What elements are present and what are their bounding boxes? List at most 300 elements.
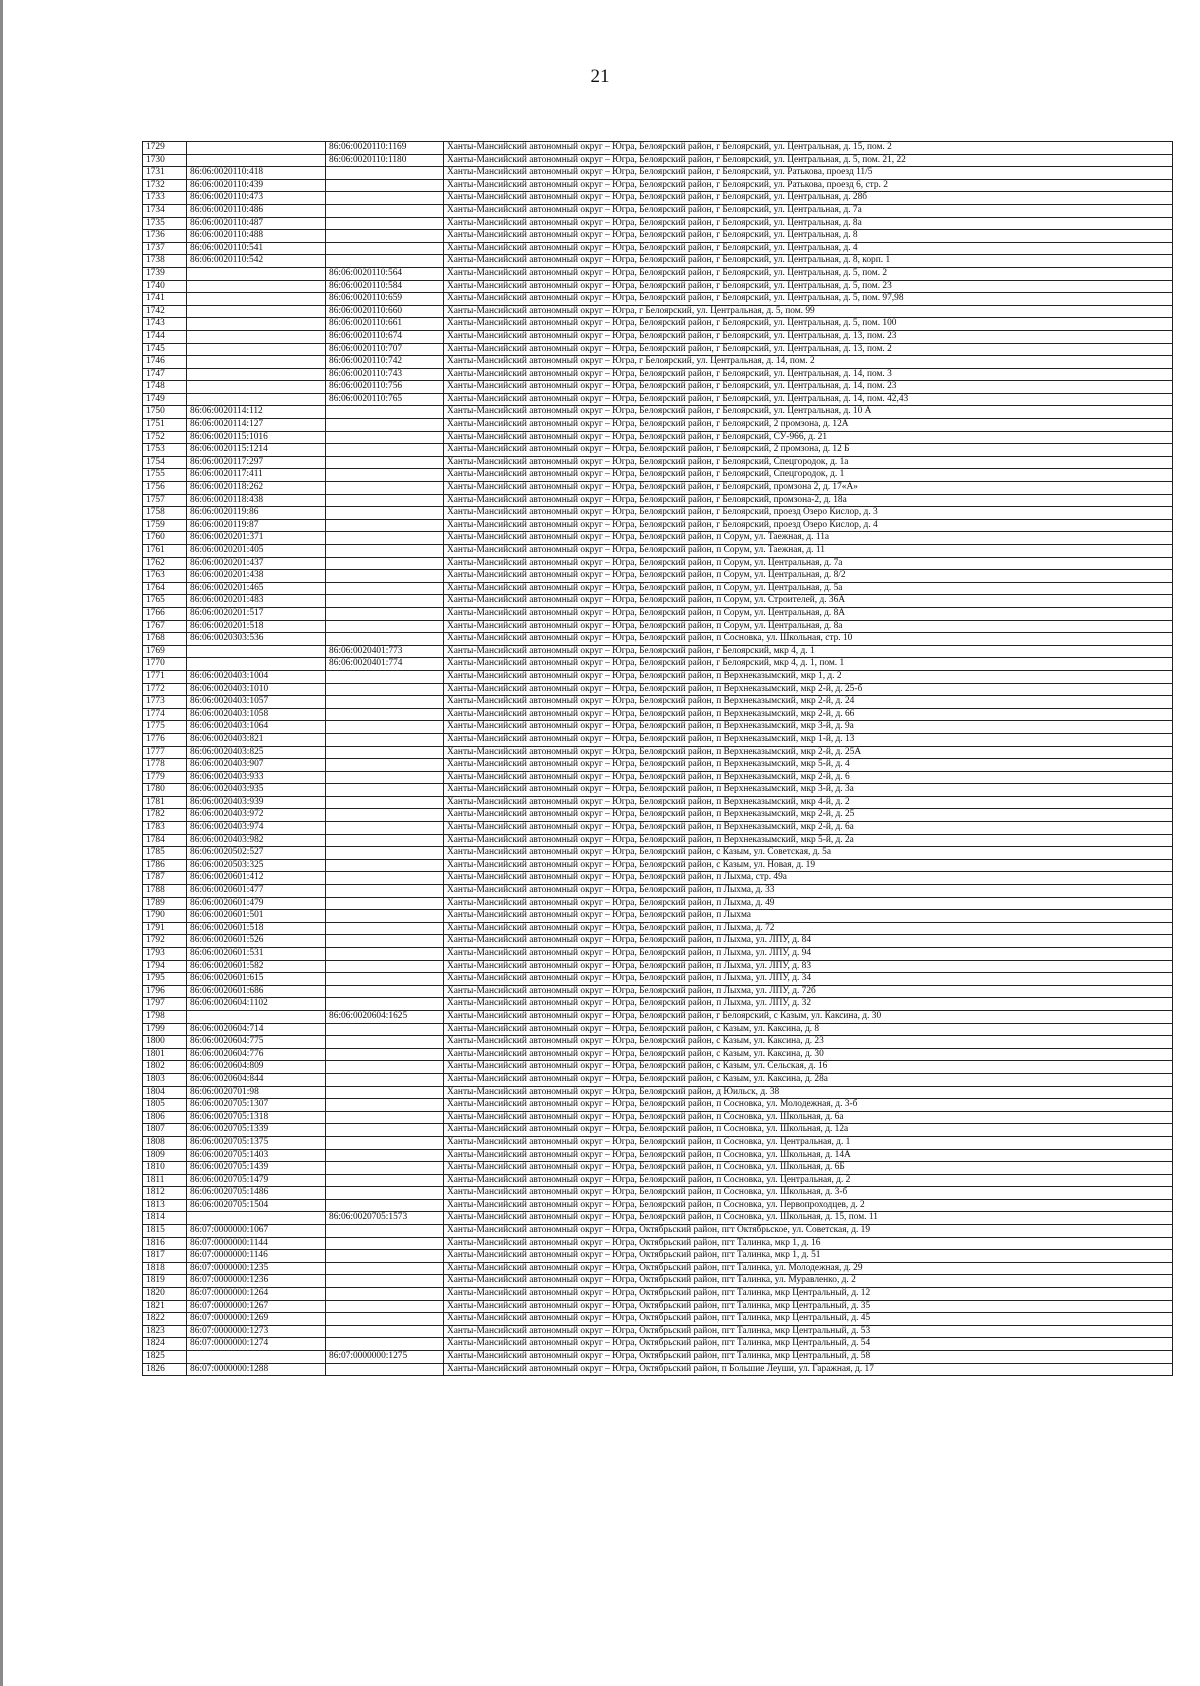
address: Ханты-Мансийский автономный округ – Югра, Белоярский район, п Лыхма, ул. ЛПУ, д. 32 — [444, 998, 1173, 1011]
cadastral-number-land: 86:07:0000000:1236 — [187, 1275, 326, 1288]
row-number: 1774 — [143, 708, 187, 721]
cadastral-number-land: 86:06:0020601:501 — [187, 910, 326, 923]
cadastral-number-premises — [326, 1149, 444, 1162]
cadastral-number-premises — [326, 1048, 444, 1061]
address: Ханты-Мансийский автономный округ – Югра, Октябрьский район, пгт Талинка, ул. Молодежная, д. 29 — [444, 1262, 1173, 1275]
cadastral-number-premises: 86:06:0020401:774 — [326, 658, 444, 671]
address: Ханты-Мансийский автономный округ – Югра, Белоярский район, г Белоярский, СУ-966, д. 21 — [444, 431, 1173, 444]
cadastral-number-premises — [326, 1187, 444, 1200]
address: Ханты-Мансийский автономный округ – Югра, Белоярский район, п Сорум, ул. Строителей, д. 36А — [444, 595, 1173, 608]
table-row — [143, 318, 1173, 331]
cadastral-number-land — [187, 293, 326, 306]
cadastral-number-land: 86:06:0020403:821 — [187, 733, 326, 746]
row-number: 1786 — [143, 859, 187, 872]
cadastral-number-premises — [326, 960, 444, 973]
cadastral-number-premises — [326, 1199, 444, 1212]
cadastral-number-premises: 86:06:0020110:564 — [326, 267, 444, 280]
table-row — [143, 1262, 1173, 1275]
row-number: 1771 — [143, 670, 187, 683]
cadastral-number-premises — [326, 985, 444, 998]
table-row — [143, 293, 1173, 306]
cadastral-number-premises: 86:06:0020110:674 — [326, 330, 444, 343]
address: Ханты-Мансийский автономный округ – Югра, Белоярский район, п Сосновка, ул. Школьная, д. 3-б — [444, 1187, 1173, 1200]
cadastral-number-land: 86:06:0020403:935 — [187, 784, 326, 797]
cadastral-number-premises — [326, 230, 444, 243]
row-number: 1807 — [143, 1124, 187, 1137]
table-row — [143, 280, 1173, 293]
row-number: 1822 — [143, 1313, 187, 1326]
cadastral-number-land: 86:06:0020403:972 — [187, 809, 326, 822]
cadastral-number-premises — [326, 255, 444, 268]
address: Ханты-Мансийский автономный округ – Югра, Белоярский район, п Сорум, ул. Центральная, д. 8А — [444, 607, 1173, 620]
register-table-body — [143, 142, 1173, 1376]
address: Ханты-Мансийский автономный округ – Югра, Белоярский район, п Сорум, ул. Центральная, д. 7а — [444, 557, 1173, 570]
cadastral-number-premises — [326, 1136, 444, 1149]
table-row — [143, 330, 1173, 343]
table-row — [143, 1325, 1173, 1338]
row-number: 1748 — [143, 381, 187, 394]
cadastral-number-premises — [326, 1288, 444, 1301]
table-row — [143, 1149, 1173, 1162]
cadastral-number-premises — [326, 557, 444, 570]
table-row — [143, 771, 1173, 784]
table-row — [143, 607, 1173, 620]
table-row — [143, 204, 1173, 217]
cadastral-number-premises: 86:06:0020110:765 — [326, 393, 444, 406]
cadastral-number-premises: 86:06:0020110:659 — [326, 293, 444, 306]
cadastral-number-land — [187, 356, 326, 369]
address: Ханты-Мансийский автономный округ – Югра, Белоярский район, п Сосновка, ул. Школьная, д. 12а — [444, 1124, 1173, 1137]
row-number: 1743 — [143, 318, 187, 331]
address: Ханты-Мансийский автономный округ – Югра, Белоярский район, п Лыхма, д. 72 — [444, 922, 1173, 935]
table-row — [143, 217, 1173, 230]
cadastral-number-land: 86:06:0020604:775 — [187, 1036, 326, 1049]
table-row — [143, 532, 1173, 545]
cadastral-number-premises — [326, 1313, 444, 1326]
table-row — [143, 444, 1173, 457]
cadastral-number-premises — [326, 721, 444, 734]
cadastral-number-land: 86:06:0020604:1102 — [187, 998, 326, 1011]
row-number: 1754 — [143, 456, 187, 469]
table-row — [143, 1010, 1173, 1023]
address: Ханты-Мансийский автономный округ – Югра, Белоярский район, п Верхнеказымский, мкр 2-й, д. 6а — [444, 822, 1173, 835]
address: Ханты-Мансийский автономный округ – Югра, Октябрьский район, пгт Талинка, мкр 1, д. 51 — [444, 1250, 1173, 1263]
row-number: 1813 — [143, 1199, 187, 1212]
address: Ханты-Мансийский автономный округ – Югра, Октябрьский район, пгт Талинка, мкр Центральный, д. 35 — [444, 1300, 1173, 1313]
table-row — [143, 1187, 1173, 1200]
cadastral-number-premises — [326, 746, 444, 759]
table-row — [143, 809, 1173, 822]
table-row — [143, 192, 1173, 205]
table-row — [143, 872, 1173, 885]
cadastral-number-premises — [326, 1325, 444, 1338]
address: Ханты-Мансийский автономный округ – Югра, Белоярский район, п Верхнеказымский, мкр 3-й, д. 9а — [444, 721, 1173, 734]
row-number: 1737 — [143, 242, 187, 255]
row-number: 1775 — [143, 721, 187, 734]
table-row — [143, 1073, 1173, 1086]
cadastral-number-premises — [326, 192, 444, 205]
address: Ханты-Мансийский автономный округ – Югра, Октябрьский район, пгт Талинка, мкр Центральный, д. 54 — [444, 1338, 1173, 1351]
cadastral-number-land: 86:07:0000000:1264 — [187, 1288, 326, 1301]
table-row — [143, 545, 1173, 558]
table-row — [143, 733, 1173, 746]
table-row — [143, 822, 1173, 835]
cadastral-number-land: 86:07:0000000:1067 — [187, 1225, 326, 1238]
cadastral-number-land: 86:06:0020705:1339 — [187, 1124, 326, 1137]
table-row — [143, 1288, 1173, 1301]
cadastral-number-premises — [326, 456, 444, 469]
address: Ханты-Мансийский автономный округ – Югра, Октябрьский район, пгт Октябрьское, ул. Советская, д. 19 — [444, 1225, 1173, 1238]
row-number: 1780 — [143, 784, 187, 797]
cadastral-number-land: 86:06:0020201:517 — [187, 607, 326, 620]
cadastral-number-premises — [326, 670, 444, 683]
row-number: 1812 — [143, 1187, 187, 1200]
cadastral-number-land: 86:06:0020119:87 — [187, 519, 326, 532]
table-row — [143, 1162, 1173, 1175]
row-number: 1781 — [143, 796, 187, 809]
cadastral-number-land: 86:06:0020601:479 — [187, 897, 326, 910]
address: Ханты-Мансийский автономный округ – Югра, Белоярский район, п Верхнеказымский, мкр 5-й, д. 2а — [444, 834, 1173, 847]
table-row — [143, 922, 1173, 935]
table-row — [143, 885, 1173, 898]
row-number: 1762 — [143, 557, 187, 570]
table-row — [143, 595, 1173, 608]
cadastral-number-premises — [326, 167, 444, 180]
row-number: 1795 — [143, 973, 187, 986]
cadastral-number-land: 86:06:0020601:615 — [187, 973, 326, 986]
cadastral-number-premises — [326, 532, 444, 545]
address: Ханты-Мансийский автономный округ – Югра, Белоярский район, г Белоярский, проезд Озеро Кислор, д. 3 — [444, 507, 1173, 520]
table-row — [143, 431, 1173, 444]
cadastral-number-land: 86:06:0020705:1486 — [187, 1187, 326, 1200]
scan-edge — [0, 0, 3, 1686]
row-number: 1768 — [143, 633, 187, 646]
address: Ханты-Мансийский автономный округ – Югра, Белоярский район, с Казым, ул. Новая, д. 19 — [444, 859, 1173, 872]
cadastral-number-land — [187, 368, 326, 381]
cadastral-number-premises — [326, 1225, 444, 1238]
address: Ханты-Мансийский автономный округ – Югра, Белоярский район, п Лыхма, ул. ЛПУ, д. 34 — [444, 973, 1173, 986]
cadastral-number-land — [187, 142, 326, 155]
cadastral-number-land: 86:06:0020110:541 — [187, 242, 326, 255]
table-row — [143, 859, 1173, 872]
row-number: 1734 — [143, 204, 187, 217]
address: Ханты-Мансийский автономный округ – Югра, Белоярский район, п Сосновка, ул. Центральная, д. 2 — [444, 1174, 1173, 1187]
cadastral-number-land: 86:06:0020110:487 — [187, 217, 326, 230]
row-number: 1740 — [143, 280, 187, 293]
table-row — [143, 1023, 1173, 1036]
cadastral-number-land: 86:06:0020115:1016 — [187, 431, 326, 444]
cadastral-number-premises — [326, 1061, 444, 1074]
cadastral-number-land: 86:06:0020110:542 — [187, 255, 326, 268]
address: Ханты-Мансийский автономный округ – Югра, Белоярский район, г Белоярский, ул. Центральная, д. 14, пом. 42,43 — [444, 393, 1173, 406]
row-number: 1808 — [143, 1136, 187, 1149]
row-number: 1732 — [143, 179, 187, 192]
address: Ханты-Мансийский автономный округ – Югра, Белоярский район, п Сосновка, ул. Школьная, стр. 10 — [444, 633, 1173, 646]
address: Ханты-Мансийский автономный округ – Югра, Белоярский район, п Сосновка, ул. Школьная, д. 6а — [444, 1111, 1173, 1124]
cadastral-number-premises — [326, 1111, 444, 1124]
cadastral-number-land: 86:06:0020403:1057 — [187, 696, 326, 709]
cadastral-number-premises — [326, 1300, 444, 1313]
table-row — [143, 746, 1173, 759]
cadastral-number-premises — [326, 1338, 444, 1351]
table-row — [143, 784, 1173, 797]
address: Ханты-Мансийский автономный округ – Югра, Белоярский район, п Сорум, ул. Центральная, д. 8/2 — [444, 570, 1173, 583]
row-number: 1785 — [143, 847, 187, 860]
cadastral-number-land — [187, 1010, 326, 1023]
row-number: 1783 — [143, 822, 187, 835]
table-row — [143, 1212, 1173, 1225]
cadastral-number-premises — [326, 822, 444, 835]
address: Ханты-Мансийский автономный округ – Югра, Белоярский район, г Белоярский, ул. Центральная, д. 14, пом. 3 — [444, 368, 1173, 381]
address: Ханты-Мансийский автономный округ – Югра, Белоярский район, п Сорум, ул. Центральная, д. 5а — [444, 582, 1173, 595]
cadastral-number-land — [187, 343, 326, 356]
cadastral-number-premises: 86:06:0020110:1169 — [326, 142, 444, 155]
cadastral-number-land: 86:06:0020118:262 — [187, 482, 326, 495]
address: Ханты-Мансийский автономный округ – Югра, Белоярский район, г Белоярский, ул. Центральная, д. 5, пом. 97,98 — [444, 293, 1173, 306]
cadastral-number-premises — [326, 482, 444, 495]
table-row — [143, 1250, 1173, 1263]
address: Ханты-Мансийский автономный округ – Югра, Белоярский район, г Белоярский, ул. Центральная, д. 5, пом. 23 — [444, 280, 1173, 293]
table-row — [143, 1048, 1173, 1061]
address: Ханты-Мансийский автономный округ – Югра, Октябрьский район, пгт Талинка, мкр Центральный, д. 12 — [444, 1288, 1173, 1301]
cadastral-number-land: 86:06:0020705:1403 — [187, 1149, 326, 1162]
address: Ханты-Мансийский автономный округ – Югра, Белоярский район, г Белоярский, ул. Центральная, д. 13, пом. 23 — [444, 330, 1173, 343]
address: Ханты-Мансийский автономный округ – Югра, Белоярский район, г Белоярский, с Казым, ул. Каксина, д. 30 — [444, 1010, 1173, 1023]
cadastral-number-premises — [326, 1174, 444, 1187]
cadastral-number-premises — [326, 1363, 444, 1376]
cadastral-number-land: 86:06:0020403:939 — [187, 796, 326, 809]
table-row — [143, 1199, 1173, 1212]
table-row — [143, 368, 1173, 381]
table-row — [143, 1351, 1173, 1364]
table-row — [143, 557, 1173, 570]
table-row — [143, 973, 1173, 986]
address: Ханты-Мансийский автономный округ – Югра, Белоярский район, г Белоярский, ул. Ратькова, проезд 6, стр. 2 — [444, 179, 1173, 192]
cadastral-number-land — [187, 393, 326, 406]
table-row — [143, 910, 1173, 923]
row-number: 1815 — [143, 1225, 187, 1238]
address: Ханты-Мансийский автономный округ – Югра, Белоярский район, п Сорум, ул. Центральная, д. 8а — [444, 620, 1173, 633]
address: Ханты-Мансийский автономный округ – Югра, Белоярский район, г Белоярский, ул. Центральная, д. 15, пом. 2 — [444, 142, 1173, 155]
cadastral-number-premises — [326, 1099, 444, 1112]
table-row — [143, 1061, 1173, 1074]
row-number: 1805 — [143, 1099, 187, 1112]
cadastral-number-land: 86:06:0020303:536 — [187, 633, 326, 646]
row-number: 1736 — [143, 230, 187, 243]
table-row — [143, 1237, 1173, 1250]
cadastral-number-premises — [326, 1250, 444, 1263]
table-row — [143, 570, 1173, 583]
row-number: 1742 — [143, 305, 187, 318]
row-number: 1792 — [143, 935, 187, 948]
row-number: 1770 — [143, 658, 187, 671]
address: Ханты-Мансийский автономный округ – Югра, Белоярский район, г Белоярский, ул. Центральная, д. 5, пом. 100 — [444, 318, 1173, 331]
table-row — [143, 721, 1173, 734]
cadastral-number-premises — [326, 1162, 444, 1175]
register-table — [142, 141, 1173, 1376]
address: Ханты-Мансийский автономный округ – Югра, Белоярский район, п Лыхма, стр. 49а — [444, 872, 1173, 885]
address: Ханты-Мансийский автономный округ – Югра, Белоярский район, с Казым, ул. Сельская, д. 16 — [444, 1061, 1173, 1074]
row-number: 1821 — [143, 1300, 187, 1313]
address: Ханты-Мансийский автономный округ – Югра, Белоярский район, г Белоярский, ул. Центральная, д. 28б — [444, 192, 1173, 205]
cadastral-number-land: 86:06:0020705:1439 — [187, 1162, 326, 1175]
cadastral-number-premises — [326, 872, 444, 885]
cadastral-number-land: 86:06:0020705:1375 — [187, 1136, 326, 1149]
address: Ханты-Мансийский автономный округ – Югра, Октябрьский район, пгт Талинка, мкр Центральный, д. 53 — [444, 1325, 1173, 1338]
cadastral-number-land — [187, 1212, 326, 1225]
cadastral-number-premises — [326, 633, 444, 646]
cadastral-number-premises — [326, 1237, 444, 1250]
table-row — [143, 242, 1173, 255]
cadastral-number-premises — [326, 406, 444, 419]
address: Ханты-Мансийский автономный округ – Югра, Белоярский район, г Белоярский, проезд Озеро Кислор, д. 4 — [444, 519, 1173, 532]
cadastral-number-premises — [326, 759, 444, 772]
address: Ханты-Мансийский автономный округ – Югра, Белоярский район, г Белоярский, ул. Центральная, д. 10 А — [444, 406, 1173, 419]
row-number: 1745 — [143, 343, 187, 356]
cadastral-number-premises: 86:06:0020110:707 — [326, 343, 444, 356]
table-row — [143, 658, 1173, 671]
cadastral-number-premises — [326, 922, 444, 935]
table-row — [143, 985, 1173, 998]
cadastral-number-premises — [326, 796, 444, 809]
address: Ханты-Мансийский автономный округ – Югра, г Белоярский, ул. Центральная, д. 14, пом. 2 — [444, 356, 1173, 369]
address: Ханты-Мансийский автономный округ – Югра, Белоярский район, п Верхнеказымский, мкр 3-й, д. 3а — [444, 784, 1173, 797]
cadastral-number-land: 86:06:0020403:907 — [187, 759, 326, 772]
row-number: 1778 — [143, 759, 187, 772]
address: Ханты-Мансийский автономный округ – Югра, Белоярский район, п Верхнеказымский, мкр 5-й, д. 4 — [444, 759, 1173, 772]
cadastral-number-land: 86:06:0020604:776 — [187, 1048, 326, 1061]
table-row — [143, 998, 1173, 1011]
row-number: 1790 — [143, 910, 187, 923]
table-row — [143, 645, 1173, 658]
cadastral-number-land: 86:06:0020403:933 — [187, 771, 326, 784]
row-number: 1752 — [143, 431, 187, 444]
cadastral-number-land: 86:06:0020601:526 — [187, 935, 326, 948]
table-row — [143, 482, 1173, 495]
row-number: 1817 — [143, 1250, 187, 1263]
cadastral-number-premises — [326, 519, 444, 532]
table-row — [143, 1124, 1173, 1137]
table-row — [143, 796, 1173, 809]
cadastral-number-premises: 86:07:0000000:1275 — [326, 1351, 444, 1364]
address: Ханты-Мансийский автономный округ – Югра, Белоярский район, п Сосновка, ул. Школьная, д. 6Б — [444, 1162, 1173, 1175]
table-row — [143, 406, 1173, 419]
cadastral-number-land: 86:06:0020604:809 — [187, 1061, 326, 1074]
cadastral-number-land: 86:06:0020705:1479 — [187, 1174, 326, 1187]
address: Ханты-Мансийский автономный округ – Югра, Белоярский район, г Белоярский, Спецгородок, д. 1 — [444, 469, 1173, 482]
table-row — [143, 696, 1173, 709]
row-number: 1776 — [143, 733, 187, 746]
table-row — [143, 935, 1173, 948]
cadastral-number-land: 86:06:0020114:127 — [187, 419, 326, 432]
table-row — [143, 230, 1173, 243]
address: Ханты-Мансийский автономный округ – Югра, Белоярский район, г Белоярский, ул. Центральная, д. 8, корп. 1 — [444, 255, 1173, 268]
cadastral-number-premises — [326, 935, 444, 948]
table-row — [143, 381, 1173, 394]
cadastral-number-land: 86:06:0020601:531 — [187, 948, 326, 961]
cadastral-number-land — [187, 645, 326, 658]
table-row — [143, 834, 1173, 847]
cadastral-number-land: 86:06:0020601:686 — [187, 985, 326, 998]
row-number: 1760 — [143, 532, 187, 545]
row-number: 1739 — [143, 267, 187, 280]
row-number: 1749 — [143, 393, 187, 406]
table-row — [143, 759, 1173, 772]
cadastral-number-land: 86:06:0020403:1004 — [187, 670, 326, 683]
address: Ханты-Мансийский автономный округ – Югра, Белоярский район, г Белоярский, ул. Центральная, д. 4 — [444, 242, 1173, 255]
row-number: 1789 — [143, 897, 187, 910]
cadastral-number-premises — [326, 733, 444, 746]
cadastral-number-premises — [326, 431, 444, 444]
address: Ханты-Мансийский автономный округ – Югра, Белоярский район, г Белоярский, промзона-2, д. 18а — [444, 494, 1173, 507]
row-number: 1761 — [143, 545, 187, 558]
cadastral-number-land: 86:06:0020110:418 — [187, 167, 326, 180]
address: Ханты-Мансийский автономный округ – Югра, Белоярский район, г Белоярский, ул. Центральная, д. 5, пом. 2 — [444, 267, 1173, 280]
address: Ханты-Мансийский автономный округ – Югра, Белоярский район, п Лыхма, ул. ЛПУ, д. 83 — [444, 960, 1173, 973]
cadastral-number-land: 86:06:0020705:1504 — [187, 1199, 326, 1212]
row-number: 1738 — [143, 255, 187, 268]
address: Ханты-Мансийский автономный округ – Югра, Белоярский район, п Лыхма, ул. ЛПУ, д. 72б — [444, 985, 1173, 998]
table-row — [143, 1300, 1173, 1313]
address: Ханты-Мансийский автономный округ – Югра, Белоярский район, п Верхнеказымский, мкр 2-й, д. 25А — [444, 746, 1173, 759]
address: Ханты-Мансийский автономный округ – Югра, Белоярский район, п Верхнеказымский, мкр 2-й, д. 25-б — [444, 683, 1173, 696]
address: Ханты-Мансийский автономный округ – Югра, Белоярский район, с Казым, ул. Каксина, д. 30 — [444, 1048, 1173, 1061]
address: Ханты-Мансийский автономный округ – Югра, Белоярский район, с Казым, ул. Каксина, д. 23 — [444, 1036, 1173, 1049]
cadastral-number-land — [187, 280, 326, 293]
cadastral-number-premises: 86:06:0020110:661 — [326, 318, 444, 331]
table-row — [143, 255, 1173, 268]
row-number: 1730 — [143, 154, 187, 167]
cadastral-number-premises — [326, 834, 444, 847]
address: Ханты-Мансийский автономный округ – Югра, Белоярский район, п Сорум, ул. Таежная, д. 11а — [444, 532, 1173, 545]
cadastral-number-land: 86:06:0020705:1318 — [187, 1111, 326, 1124]
table-row — [143, 897, 1173, 910]
cadastral-number-premises — [326, 507, 444, 520]
row-number: 1751 — [143, 419, 187, 432]
address: Ханты-Мансийский автономный округ – Югра, Белоярский район, с Казым, ул. Каксина, д. 28а — [444, 1073, 1173, 1086]
address: Ханты-Мансийский автономный округ – Югра, Белоярский район, г Белоярский, мкр 4, д. 1, пом. 1 — [444, 658, 1173, 671]
address: Ханты-Мансийский автономный округ – Югра, Белоярский район, г Белоярский, ул. Центральная, д. 14, пом. 23 — [444, 381, 1173, 394]
cadastral-number-land: 86:06:0020705:1307 — [187, 1099, 326, 1112]
cadastral-number-land: 86:06:0020117:411 — [187, 469, 326, 482]
table-row — [143, 142, 1173, 155]
table-row — [143, 343, 1173, 356]
cadastral-number-land — [187, 318, 326, 331]
address: Ханты-Мансийский автономный округ – Югра, Белоярский район, г Белоярский, промзона 2, д. 17«А» — [444, 482, 1173, 495]
cadastral-number-land: 86:06:0020114:112 — [187, 406, 326, 419]
row-number: 1823 — [143, 1325, 187, 1338]
cadastral-number-land: 86:06:0020701:98 — [187, 1086, 326, 1099]
cadastral-number-land — [187, 267, 326, 280]
address: Ханты-Мансийский автономный округ – Югра, Белоярский район, г Белоярский, Спецгородок, д. 1а — [444, 456, 1173, 469]
row-number: 1825 — [143, 1351, 187, 1364]
address: Ханты-Мансийский автономный округ – Югра, Белоярский район, п Верхнеказымский, мкр 4-й, д. 2 — [444, 796, 1173, 809]
table-row — [143, 620, 1173, 633]
address: Ханты-Мансийский автономный округ – Югра, Белоярский район, д Юильск, д. 38 — [444, 1086, 1173, 1099]
cadastral-number-land: 86:06:0020503:325 — [187, 859, 326, 872]
cadastral-number-premises — [326, 217, 444, 230]
cadastral-number-premises: 86:06:0020401:773 — [326, 645, 444, 658]
address: Ханты-Мансийский автономный округ – Югра, Белоярский район, п Сорум, ул. Таежная, д. 11 — [444, 545, 1173, 558]
table-row — [143, 1275, 1173, 1288]
cadastral-number-premises — [326, 545, 444, 558]
cadastral-number-land: 86:06:0020118:438 — [187, 494, 326, 507]
row-number: 1818 — [143, 1262, 187, 1275]
cadastral-number-land: 86:06:0020403:974 — [187, 822, 326, 835]
address: Ханты-Мансийский автономный округ – Югра, Октябрьский район, п Большие Леуши, ул. Гаражная, д. 17 — [444, 1363, 1173, 1376]
cadastral-number-land: 86:06:0020110:439 — [187, 179, 326, 192]
cadastral-number-premises — [326, 897, 444, 910]
